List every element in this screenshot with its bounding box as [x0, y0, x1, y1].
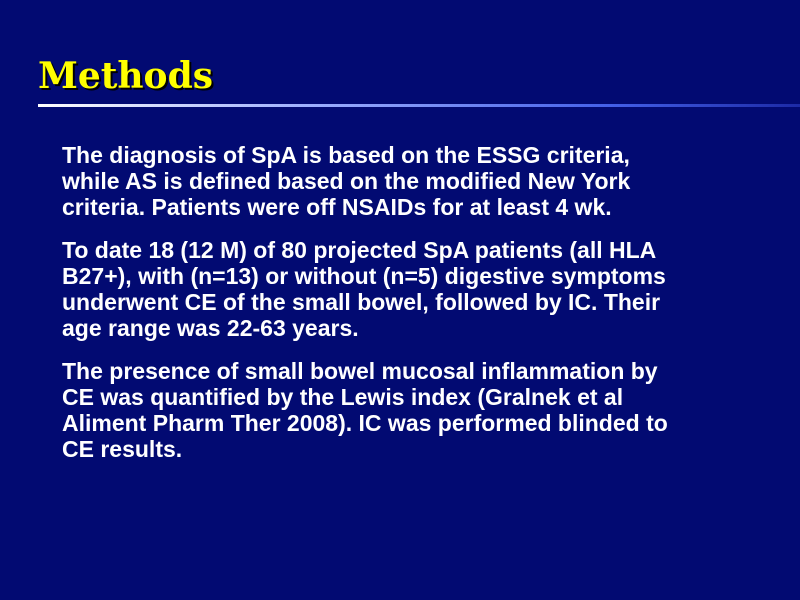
slide-body: [62, 142, 782, 479]
paragraph-diagnosis-criteria: The diagnosis of SpA is based on the ESSG criteria, while AS is defined based on the modified New York criteria. Patients were off NSAIDs for at least 4 wk.: [62, 142, 631, 220]
slide-title: Methods: [38, 55, 214, 97]
paragraph-lewis-index: The presence of small bowel mucosal inflammation by CE was quantified by the Lewis index (Gralnek et al Aliment Pharm Ther 2008). IC was performed blinded to CE results.: [62, 358, 668, 462]
title-underline-rule: [38, 104, 800, 107]
paragraph-patient-cohort: To date 18 (12 M) of 80 projected SpA patients (all HLA B27+), with (n=13) or without (n=5) digestive symptoms underwent CE of the small bowel, followed by IC. Their age range was 22-63 years.: [62, 237, 666, 341]
